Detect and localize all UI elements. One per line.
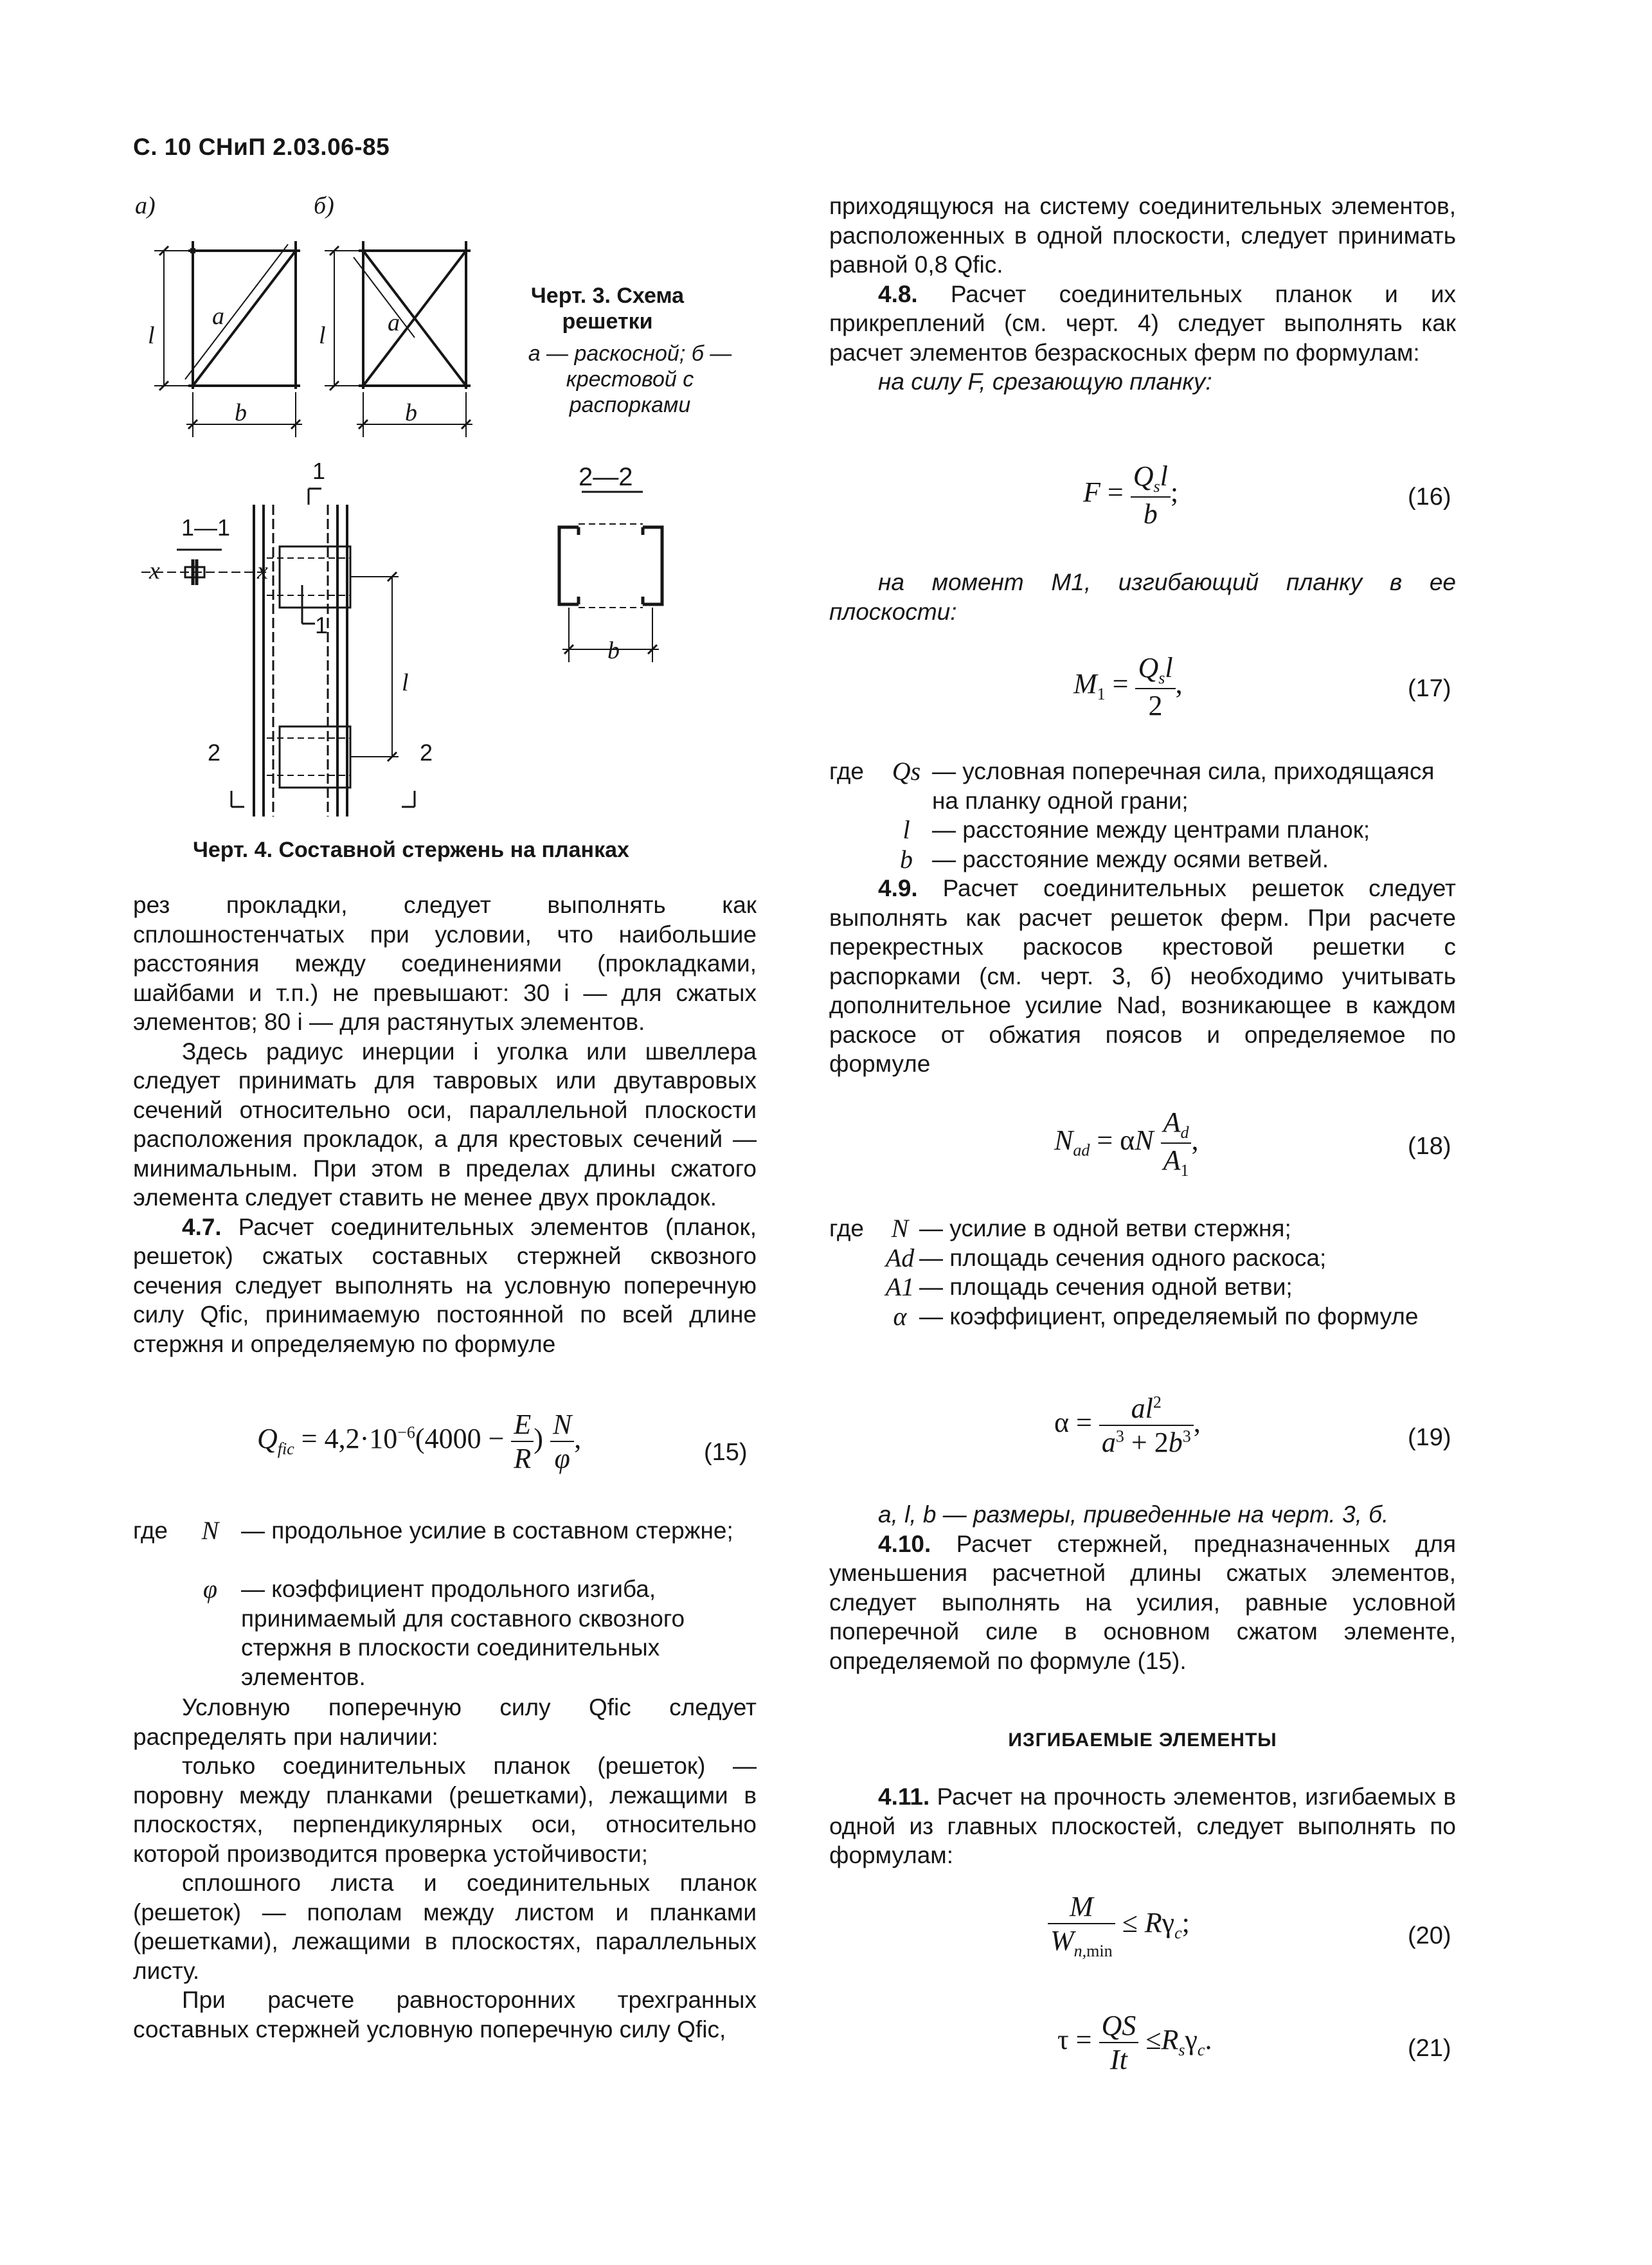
left-column-bottom — [133, 1693, 757, 2044]
fig4-section-11: 1—1 — [181, 514, 231, 541]
right-p2 — [829, 280, 1456, 368]
right-p5-text: Расчет соединительных решеток следует выполнять как расчет решеток ферм. При расчете перекрестных раскосов крестовой решетки с распорками (см. черт. 3, б) необходимо учитывать дополнительное усилие Nad, возникающее в каждом раскосе от обжатия поясов и определяемое по формуле — [829, 875, 1456, 1077]
right-p4: на момент M1, изгибающий планку в ее плоскости: — [829, 569, 1456, 625]
right-p6-block — [829, 1500, 1456, 1675]
right-definitions-1 — [829, 757, 1456, 874]
left-p3-text: Расчет соединительных элементов (планок, решеток) сжатых составных стержней сквозного сечения следует выполнять на условную поперечную силу Qfic, принимаемую постоянной по всей длине стержня и определяемую по формуле — [133, 1213, 757, 1357]
fig3a-dim-a: a — [212, 303, 224, 330]
def-Ad-text: — площадь сечения одного раскоса; — [919, 1244, 1327, 1271]
fig3-lattice-drawing — [129, 231, 489, 444]
def-row-alpha — [829, 1302, 1456, 1331]
fig3-label-b: б) — [314, 192, 334, 219]
right-p2-num: 4.8. — [878, 280, 918, 307]
formula-15: $Q_{fic} = 4,2\cdot 10^{-6}(4000$ − $\frac{E}{R}$ ) $\frac{N}{\varphi}$ , — [257, 1409, 582, 1474]
formula-18: $N_{ad} = \alpha N$ $\frac{A_d}{A_1}$ , — [1054, 1106, 1199, 1180]
right-p6: a, l, b — размеры, приведенные на черт. 3, б. — [878, 1501, 1389, 1528]
fig4-mark-2-right: 2 — [420, 739, 433, 766]
right-p5-num: 4.9. — [878, 875, 918, 901]
eq21-number: (21) — [1408, 2035, 1451, 2062]
def-row-A1 — [829, 1272, 1456, 1302]
right-definitions-2 — [829, 1214, 1456, 1331]
left-p6: сплошного листа и соединительных планок (решеток) — пополам между листом и планками (решетками), лежащими в плоскостях, параллельных листу. — [133, 1870, 757, 1984]
fig4-axis-x-right: x — [257, 557, 268, 584]
def-l-symbol: l — [902, 815, 910, 844]
page-header: С. 10 СНиП 2.03.06-85 — [133, 134, 390, 160]
eq19-number: (19) — [1408, 1424, 1451, 1451]
def-l-text: — расстояние между центрами планок; — [932, 817, 1370, 843]
def-A1-text: — площадь сечения одной ветви; — [919, 1274, 1293, 1300]
fig4-mark-2-left: 2 — [208, 739, 221, 766]
def-A1-symbol: A1 — [885, 1272, 915, 1301]
fig3-caption — [505, 341, 755, 418]
left-definitions — [133, 1516, 757, 1690]
def-N-text: — продольное усилие в составном стержне; — [241, 1517, 733, 1544]
left-p5: только соединительных планок (решеток) — поровну между планками (решетками), лежащими в плоскостях, перпендикулярных оси, относительно которой производится проверка устойчивости; — [133, 1753, 757, 1867]
fig4-axis-x-left: x — [149, 557, 160, 584]
def-phi-text: — коэффициент продольного изгиба, принимаемый для составного сквозного стержня в плоскости соединительных элементов. — [241, 1576, 685, 1690]
right-p4-block — [829, 568, 1456, 626]
def-b-text: — расстояние между осями ветвей. — [932, 845, 1329, 872]
right-column-top — [829, 192, 1456, 397]
left-p7: При расчете равносторонних трехгранных составных стержней условную поперечную силу Qfic, — [133, 1987, 757, 2043]
def-N2-symbol: N — [891, 1214, 909, 1243]
fig3b-dim-l: l — [319, 322, 326, 349]
def-N-symbol: N — [201, 1516, 219, 1545]
def-where-2: где — [829, 758, 865, 784]
formula-17: $M_1$ = $\frac{Q_sl}{2}$ , — [1073, 652, 1183, 721]
fig4-mark-1-bottom: 1 — [315, 612, 328, 638]
right-p1: приходящуюся на систему соединительных элементов, расположенных в одной плоскости, следует принимать равной 0,8 Qfic. — [829, 193, 1456, 278]
eq20-number: (20) — [1408, 1922, 1451, 1949]
left-p3-num: 4.7. — [182, 1213, 222, 1240]
formula-20: $\frac{M}{W_{n,min}}$ ≤ $R\gamma_c$; — [1048, 1890, 1190, 1961]
fig4-mark-1-top: 1 — [312, 458, 326, 484]
def-row-phi — [133, 1575, 757, 1690]
def-Ad-symbol: Ad — [885, 1243, 915, 1272]
def-phi-symbol: φ — [202, 1575, 218, 1603]
right-p8-block — [829, 1782, 1456, 1870]
def-row-Qs — [829, 757, 1456, 814]
fig3b-dim-a: a — [388, 309, 400, 336]
def-Qs-symbol: Qs — [892, 757, 921, 786]
def-alpha-text: — коэффициент, определяемый по формуле — [919, 1303, 1419, 1330]
formula-16: F = $\frac{Q_sl}{b}$ ; — [1083, 460, 1179, 530]
left-column — [133, 890, 757, 1358]
fig3a-dim-b: b — [235, 399, 247, 426]
def-where-3: где — [829, 1215, 865, 1241]
fig4-section-22: 2—2 — [579, 463, 633, 491]
formula-21: τ = $\frac{QS}{It}$ $\le R_s\gamma_c$. — [1057, 2010, 1212, 2075]
right-p7-text: Расчет стержней, предназначенных для уменьшения расчетной длины сжатых элементов, следует выполнять на усилия, равные условной поперечной силе в основном сжатом элементе, определяемой по формуле (15). — [829, 1530, 1456, 1674]
right-p8-text: Расчет на прочность элементов, изгибаемых в одной из главных плоскостей, следует выполнять по формулам: — [829, 1783, 1456, 1868]
def-row-l — [829, 815, 1456, 845]
eq18-number: (18) — [1408, 1133, 1451, 1160]
fig4-dim-l: l — [402, 669, 409, 696]
right-p8 — [829, 1782, 1456, 1870]
right-p5-block — [829, 874, 1456, 1079]
section-heading: ИЗГИБАЕМЫЕ ЭЛЕМЕНТЫ — [1008, 1729, 1277, 1751]
def-N2-text: — усилие в одной ветви стержня; — [919, 1215, 1291, 1241]
def-row-N2 — [829, 1214, 1456, 1243]
right-p5 — [829, 874, 1456, 1079]
fig3-label-a: а) — [135, 192, 156, 219]
def-row-Ad — [829, 1243, 1456, 1273]
right-p2-text: Расчет соединительных планок и их прикреплений (см. черт. 4) следует выполнять как расчет элементов безраскосных ферм по формулам: — [829, 280, 1456, 366]
fig3-caption-text: а — раскосной; б — крестовой с распорками — [528, 341, 732, 417]
def-where: где — [133, 1517, 168, 1544]
left-p1: рез прокладки, следует выполнять как сплошностенчатых при условии, что наибольшие расстояния между соединениями (прокладками, шайбами и т.п.) не превышают: 30 i — для сжатых элементов; 80 i — для растянутых элементов. — [133, 892, 757, 1035]
def-Qs-text: — условная поперечная сила, приходящаяся на планку одной грани; — [932, 758, 1435, 814]
formula-19: α = $\frac{al^2}{a^3 + 2b^3}$ , — [1054, 1393, 1201, 1458]
def-b-symbol: b — [900, 844, 913, 874]
fig3b-dim-b: b — [405, 399, 417, 426]
fig3a-dim-l: l — [148, 322, 155, 349]
fig3-title: Черт. 3. Схема решетки — [530, 284, 685, 334]
fig4-title: Черт. 4. Составной стержень на планках — [193, 838, 629, 862]
eq16-number: (16) — [1408, 483, 1451, 510]
eq15-number: (15) — [704, 1439, 748, 1466]
eq17-number: (17) — [1408, 675, 1451, 702]
def-row-N — [133, 1516, 757, 1546]
right-p3: на силу F, срезающую планку: — [878, 368, 1212, 395]
left-p3 — [133, 1213, 757, 1359]
right-p7-num: 4.10. — [878, 1530, 931, 1557]
right-p8-num: 4.11. — [878, 1783, 930, 1810]
fig4-dim-b: b — [607, 637, 620, 664]
left-p2: Здесь радиус инерции i уголка или швеллера следует принимать для тавровых или двутавровых сечений относительно оси, параллельной плоскости расположения прокладок, а для крестовых сечений — минимальным. При этом в пределах длины сжатого элемента следует ставить не менее двух прокладок. — [133, 1038, 757, 1211]
right-p7 — [829, 1530, 1456, 1676]
def-alpha-symbol: α — [893, 1301, 907, 1331]
left-p4: Условную поперечную силу Qfic следует распределять при наличии: — [133, 1694, 757, 1750]
def-row-b — [829, 845, 1456, 874]
